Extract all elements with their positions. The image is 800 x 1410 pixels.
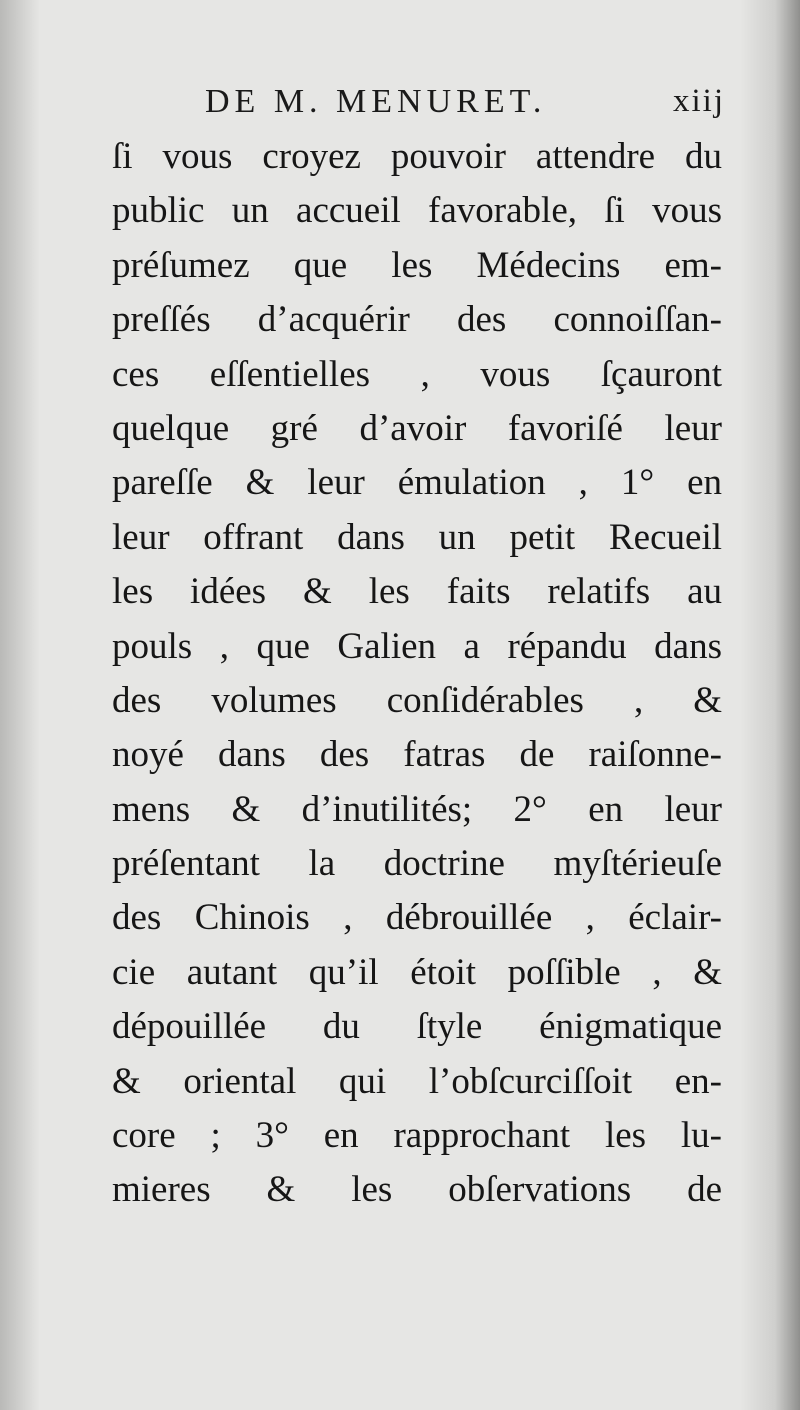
text-line: pareſſe & leur émulation , 1° en: [112, 462, 722, 504]
text-line: préſumez que les Médecins em-: [112, 244, 722, 286]
text-line: dépouillée du ſtyle énigmatique: [112, 1006, 722, 1048]
page-header: [205, 83, 725, 127]
text-line: les idées & les faits relatifs au: [112, 571, 722, 613]
text-line: public un accueil favorable, ſi vous: [112, 190, 722, 232]
running-head: DE M. MENURET.: [205, 83, 547, 120]
text-line: préſentant la doctrine myſtérieuſe: [112, 843, 722, 885]
text-line: ſi vous croyez pouvoir attendre du: [112, 136, 722, 177]
page-gutter-shadow: [0, 0, 40, 1410]
text-line: des volumes conſidérables , &: [112, 679, 722, 721]
text-line: noyé dans des fatras de raiſonne-: [112, 734, 722, 776]
page-edge-shadow: [740, 0, 800, 1410]
text-line: ces eſſentielles , vous ſçauront: [112, 353, 722, 395]
text-line: pouls , que Galien a répandu dans: [112, 625, 722, 667]
text-line: preſſés d’acquérir des connoiſſan-: [112, 299, 722, 341]
page-number: xiij: [672, 83, 725, 119]
body-text: [112, 130, 722, 1218]
text-line: mens & d’inutilités; 2° en leur: [112, 788, 722, 830]
text-line: mieres & les obſervations de: [112, 1169, 722, 1211]
text-line: & oriental qui l’obſcurciſſoit en-: [112, 1060, 722, 1102]
text-line: leur offrant dans un petit Recueil: [112, 516, 722, 558]
text-line: core ; 3° en rapprochant les lu-: [112, 1115, 722, 1157]
text-line: des Chinois , débrouillée , éclair-: [112, 897, 722, 939]
text-line: quelque gré d’avoir favoriſé leur: [112, 407, 722, 449]
text-line: cie autant qu’il étoit poſſible , &: [112, 951, 722, 993]
